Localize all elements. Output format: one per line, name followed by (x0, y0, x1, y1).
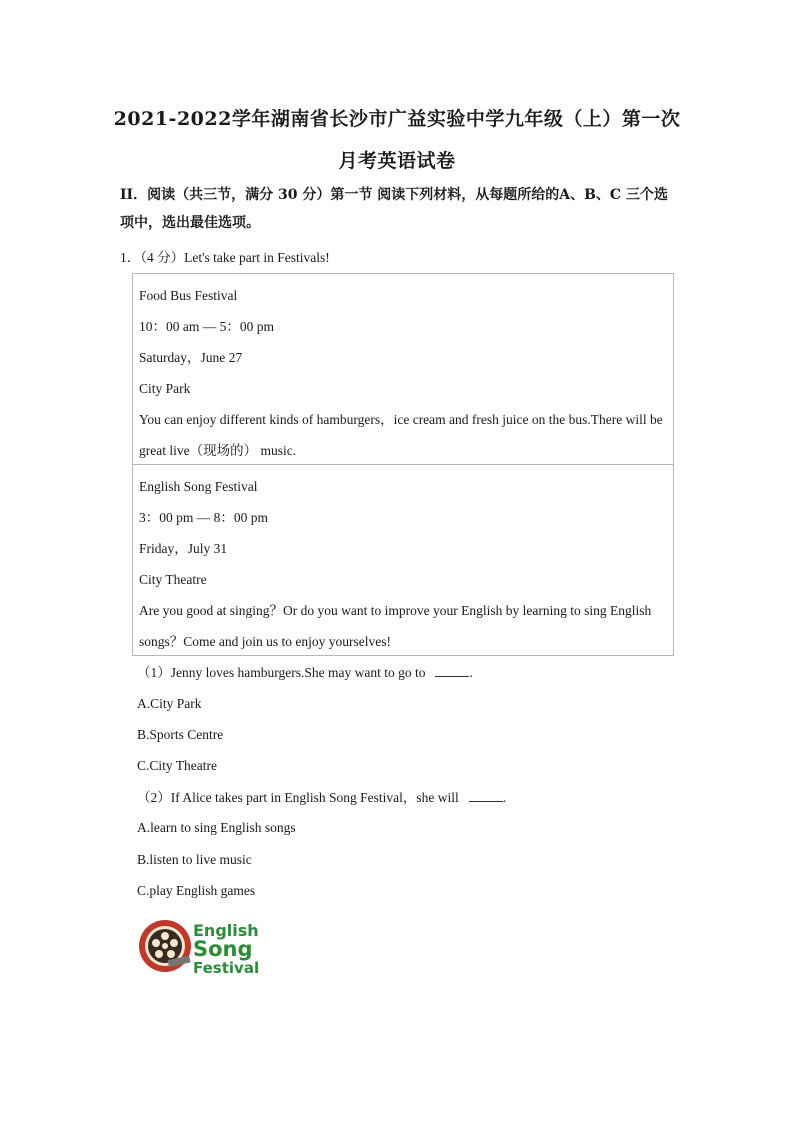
festival-description: Are you good at singing？Or do you want to improve your English by learning to sing English songs？Come and join us to enjoy yourselves! (139, 603, 652, 649)
answer-blank (435, 662, 469, 677)
option-2b: B.listen to live music (137, 852, 252, 867)
sub-question-2-text: （2）If Alice takes part in English Song Festival，she will (137, 790, 459, 805)
festival-logo-icon (138, 916, 258, 976)
festival-place: City Theatre (139, 572, 207, 587)
svg-text:Song: Song (193, 937, 253, 961)
svg-text:Festival: Festival (193, 959, 258, 976)
sub-question-1-stem: （1）Jenny loves hamburgers.She may want to go to . (137, 662, 473, 683)
option-2a: A.learn to sing English songs (137, 820, 296, 835)
option-1c: C.City Theatre (137, 758, 217, 773)
festival-card-food-bus (132, 273, 674, 465)
question-1-head: 1．（4 分）Let's take part in Festivals! (120, 250, 330, 265)
section-instruction: II．阅读（共三节，满分 30 分）第一节 阅读下列材料，从每题所给的A、B、C 三个选项中，选出最佳选项。 (120, 187, 668, 231)
sub-question-1-text: （1）Jenny loves hamburgers.She may want to go to (137, 665, 426, 680)
svg-text:English: English (193, 921, 258, 940)
festival-date: Friday，July 31 (139, 541, 228, 556)
english-song-festival-logo (138, 916, 258, 976)
festival-name: Food Bus Festival (139, 288, 238, 303)
festival-card-english-song (132, 464, 674, 656)
page-title-line-1: 2021-2022学年湖南省长沙市广益实验中学九年级（上）第一次 (113, 108, 681, 130)
festival-name: English Song Festival (139, 479, 258, 494)
option-1a: A.City Park (137, 696, 202, 711)
option-1b: B.Sports Centre (137, 727, 224, 742)
option-2c: C.play English games (137, 883, 256, 898)
festival-description: You can enjoy different kinds of hamburgers，ice cream and fresh juice on the bus.There will be great live（现场的） music. (139, 412, 663, 458)
festival-time: 10：00 am — 5：00 pm (139, 319, 274, 334)
answer-blank (469, 787, 503, 802)
page-title-line-2: 月考英语试卷 (338, 150, 456, 172)
festival-time: 3：00 pm — 8：00 pm (139, 510, 269, 525)
sub-question-2-stem: （2）If Alice takes part in English Song Festival，she will . (137, 787, 506, 808)
festival-date: Saturday，June 27 (139, 350, 243, 365)
festival-place: City Park (139, 381, 191, 396)
